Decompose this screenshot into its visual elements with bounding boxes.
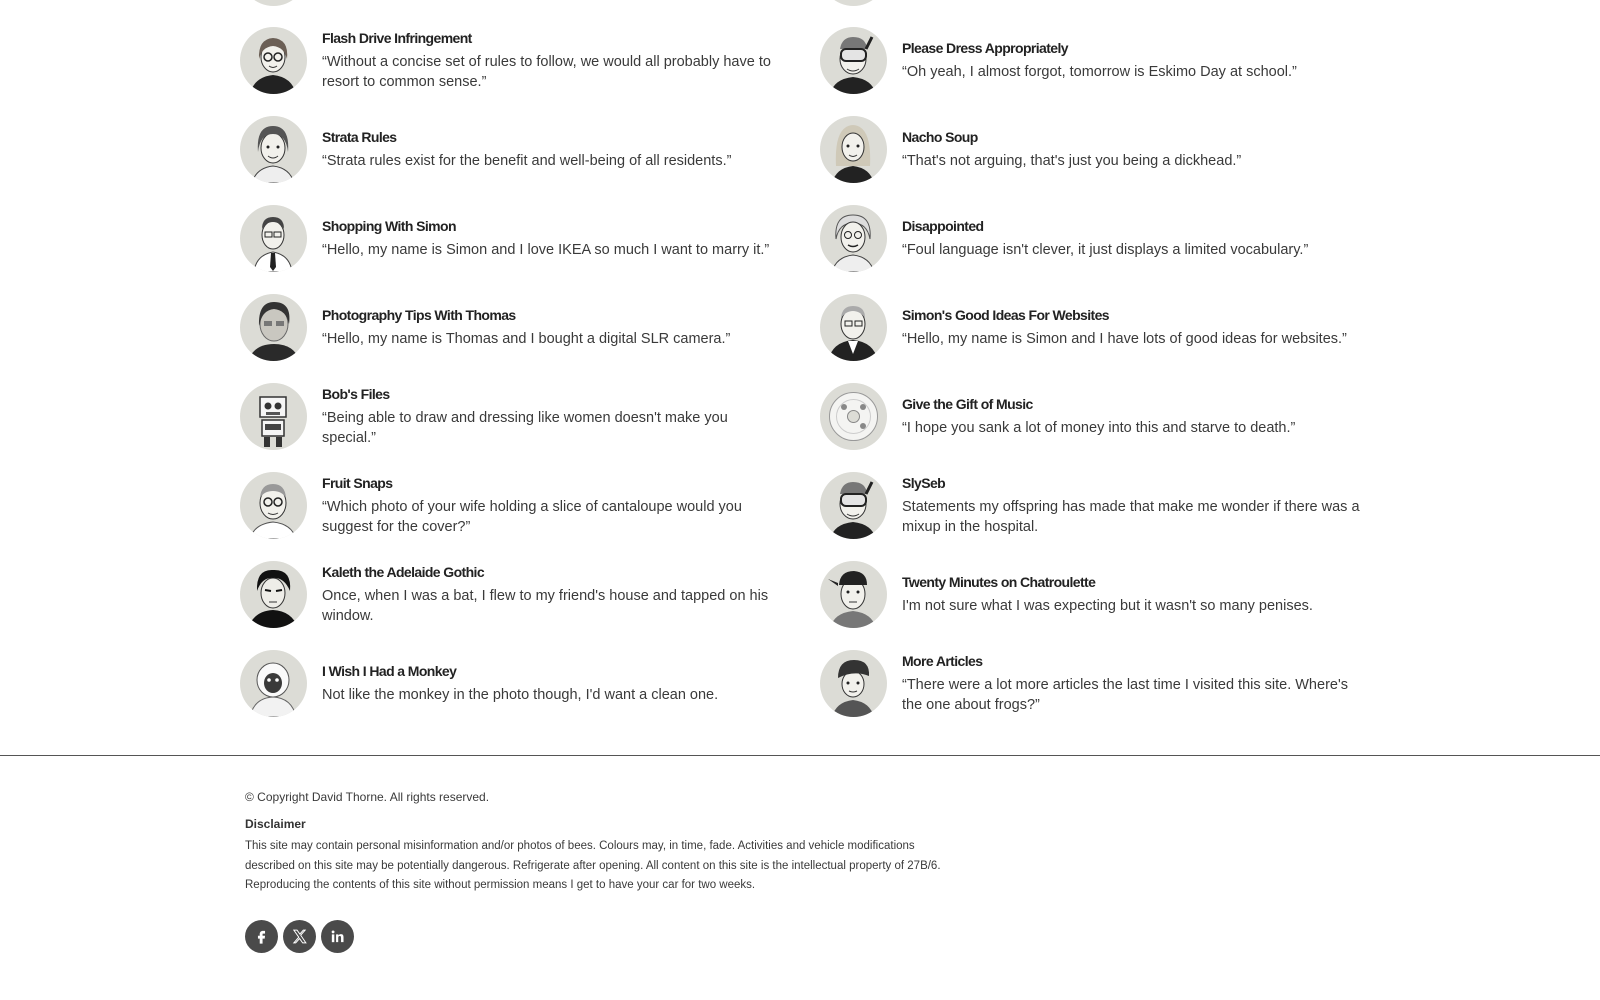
man-glasses-portrait-icon[interactable] bbox=[240, 472, 307, 539]
woman-blonde-portrait-icon[interactable] bbox=[820, 116, 887, 183]
robot-portrait-icon[interactable] bbox=[240, 383, 307, 450]
linkedin-icon[interactable] bbox=[321, 920, 354, 953]
article-title[interactable]: Kaleth the Adelaide Gothic bbox=[322, 563, 485, 580]
article-title[interactable]: Fruit Snaps bbox=[322, 474, 393, 491]
article-item[interactable] bbox=[820, 561, 1365, 628]
cap-man-portrait-icon[interactable] bbox=[820, 561, 887, 628]
monkey-portrait-icon[interactable] bbox=[240, 650, 307, 717]
footer-divider bbox=[0, 755, 1600, 756]
footer bbox=[245, 790, 985, 896]
article-title[interactable]: I Wish I Had a Monkey bbox=[322, 662, 457, 679]
article-title[interactable]: SlySeb bbox=[902, 474, 946, 491]
article-description: “Oh yeah, I almost forgot, tomorrow is Eskimo Day at school.” bbox=[902, 63, 1297, 80]
article-item[interactable] bbox=[240, 116, 780, 183]
article-item[interactable] bbox=[240, 472, 780, 539]
boy-cap-portrait-icon[interactable] bbox=[820, 650, 887, 717]
man-blurry-portrait-icon[interactable] bbox=[240, 294, 307, 361]
article-description: “Hello, my name is Simon and I love IKEA so much I want to marry it.” bbox=[322, 241, 770, 258]
article-item[interactable] bbox=[240, 383, 780, 450]
article-description: “Foul language isn't clever, it just displays a limited vocabulary.” bbox=[902, 241, 1309, 258]
man-tie-portrait-icon[interactable] bbox=[240, 205, 307, 272]
x-icon[interactable] bbox=[283, 920, 316, 953]
article-description: “Hello, my name is Thomas and I bought a digital SLR camera.” bbox=[322, 330, 731, 347]
article-item[interactable] bbox=[820, 27, 1365, 94]
article-title[interactable]: Twenty Minutes on Chatroulette bbox=[902, 573, 1096, 590]
older-woman-portrait-icon[interactable] bbox=[820, 205, 887, 272]
article-item[interactable] bbox=[240, 650, 780, 717]
article-title[interactable]: Disappointed bbox=[902, 217, 984, 234]
article-description: “Strata rules exist for the benefit and well-being of all residents.” bbox=[322, 152, 732, 169]
partial-avatar-top-left bbox=[240, 0, 307, 6]
article-item[interactable] bbox=[240, 27, 780, 94]
snorkel-kid-portrait-icon[interactable] bbox=[820, 27, 887, 94]
article-description: Once, when I was a bat, I flew to my friend's house and tapped on his window. bbox=[322, 587, 769, 624]
disclaimer-heading: Disclaimer bbox=[245, 817, 306, 831]
article-item[interactable] bbox=[240, 561, 780, 628]
article-item[interactable] bbox=[820, 650, 1365, 717]
article-title[interactable]: Strata Rules bbox=[322, 128, 397, 145]
article-item[interactable] bbox=[240, 205, 780, 272]
article-description: I'm not sure what I was expecting but it wasn't so many penises. bbox=[902, 597, 1313, 614]
article-title[interactable]: Please Dress Appropriately bbox=[902, 39, 1068, 56]
snorkel-kid-portrait-icon[interactable] bbox=[820, 472, 887, 539]
disclaimer-line: This site may contain personal misinformation and/or photos of bees. Colours may, in time, fade. Activities and vehicle modifications bbox=[245, 840, 915, 852]
article-description: Not like the monkey in the photo though, I'd want a clean one. bbox=[322, 686, 719, 703]
article-description: “I hope you sank a lot of money into this and starve to death.” bbox=[902, 419, 1296, 436]
article-title[interactable]: Photography Tips With Thomas bbox=[322, 306, 516, 323]
article-title[interactable]: Bob's Files bbox=[322, 385, 390, 402]
article-title[interactable]: Nacho Soup bbox=[902, 128, 978, 145]
article-item[interactable] bbox=[240, 294, 780, 361]
article-item[interactable] bbox=[820, 116, 1365, 183]
article-title[interactable]: More Articles bbox=[902, 652, 983, 669]
copyright-text: © Copyright David Thorne. All rights reserved. bbox=[245, 790, 490, 804]
facebook-icon[interactable] bbox=[245, 920, 278, 953]
disclaimer-line: Reproducing the contents of this site without permission means I get to have your car for two weeks. bbox=[245, 879, 756, 891]
article-description: “Which photo of your wife holding a slice of cantaloupe would you suggest for the cover?” bbox=[322, 498, 742, 535]
article-description: “That's not arguing, that's just you being a dickhead.” bbox=[902, 152, 1242, 169]
article-title[interactable]: Simon's Good Ideas For Websites bbox=[902, 306, 1109, 323]
man-suit-portrait-icon[interactable] bbox=[820, 294, 887, 361]
article-title[interactable]: Shopping With Simon bbox=[322, 217, 456, 234]
article-item[interactable] bbox=[820, 472, 1365, 539]
social-links bbox=[245, 920, 354, 953]
article-item[interactable] bbox=[820, 205, 1365, 272]
goth-portrait-icon[interactable] bbox=[240, 561, 307, 628]
article-description: “Being able to draw and dressing like women doesn't make you special.” bbox=[322, 409, 728, 446]
woman-portrait-icon[interactable] bbox=[240, 116, 307, 183]
cd-disc-icon[interactable] bbox=[820, 383, 887, 450]
article-title[interactable]: Give the Gift of Music bbox=[902, 395, 1033, 412]
woman-glasses-portrait-icon[interactable] bbox=[240, 27, 307, 94]
article-description: Statements my offspring has made that make me wonder if there was a mixup in the hospital. bbox=[902, 498, 1360, 535]
partial-avatar-top-right bbox=[820, 0, 887, 6]
article-item[interactable] bbox=[820, 294, 1365, 361]
article-description: “There were a lot more articles the last time I visited this site. Where's the one about frogs?” bbox=[902, 676, 1348, 713]
article-title[interactable]: Flash Drive Infringement bbox=[322, 29, 472, 46]
disclaimer-line: described on this site may be potentially dangerous. Refrigerate after opening. All content on this site is the intellectual property of 27B/6. bbox=[245, 859, 941, 872]
disclaimer-text bbox=[245, 837, 985, 896]
article-description: “Hello, my name is Simon and I have lots of good ideas for websites.” bbox=[902, 330, 1347, 347]
article-description: “Without a concise set of rules to follow, we would all probably have to resort to common sense.” bbox=[322, 53, 771, 90]
article-item[interactable] bbox=[820, 383, 1365, 450]
